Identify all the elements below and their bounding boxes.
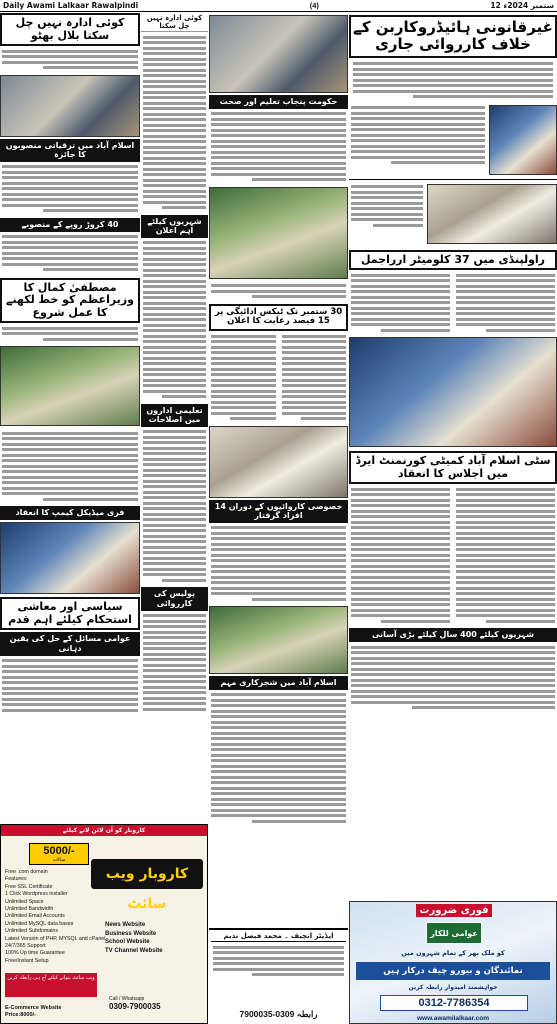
article-body: [209, 690, 348, 827]
section-headline: 30 ستمبر تک ٹیکس ادائیگی پر 15 فیصد رعایت کا اعلان: [209, 304, 348, 332]
ad-feature-list: [5, 869, 105, 965]
news-photo: [0, 522, 140, 594]
article-body: [454, 270, 557, 335]
news-photo: [349, 337, 557, 447]
ad-phone-label: Call / Whatsapp: [109, 996, 145, 1002]
section-headline: کوئی ادارہ نہیں چل سکتا: [141, 13, 208, 32]
article-body: [349, 182, 425, 246]
article-body: [141, 32, 208, 213]
article-body: [211, 942, 346, 980]
ad-feature: Free .com domain: [5, 869, 48, 875]
news-bar: اسلام آباد میں شجرکاری مہم: [209, 676, 348, 690]
news-photo: [0, 346, 140, 426]
ad-services-list: [105, 921, 163, 956]
ad-title: کاروبار ویب سائٹ: [91, 859, 203, 889]
news-bar: فری میڈیکل کیمپ کا انعقاد: [0, 506, 140, 520]
website-ad: [0, 824, 208, 1024]
ad-price: 5000/-: [43, 845, 75, 857]
article-body: [454, 484, 557, 626]
article-body: [141, 238, 208, 402]
news-bar: 40 کروڑ روپے کے منصوبے: [0, 218, 140, 232]
ad-website-link[interactable]: www.awamilalkaar.com: [416, 1015, 490, 1022]
ad-feature: Unlimited MySQL data bases: [5, 920, 74, 927]
news-bar: شہریوں کیلئے اہم اعلان: [141, 215, 208, 238]
third-headline: سٹی اسلام آباد کمیٹی کورنمنٹ ایرڈ میں اجلاس کا انعقاد: [349, 451, 557, 484]
article-body: [141, 427, 208, 586]
ad-feature: Free SSL Certificate: [5, 883, 53, 890]
editor-box: [209, 928, 348, 1024]
article-body: [209, 523, 348, 605]
ad-feature: 1 Click Wordpress installer: [5, 891, 68, 898]
ad-line: خواہشمند امیدوار رابطہ کریں: [408, 984, 498, 991]
ad-feature: Latest Version of PHP, MYSQL and cPanel: [5, 935, 106, 942]
article-body: [280, 331, 349, 424]
ad-feature: Unlimited Space: [5, 898, 44, 905]
ad-highlight: نمائندگان و بیورو چیف درکار ہیں: [356, 962, 550, 980]
column-center-left: [141, 13, 208, 713]
editor-heading: ایڈیٹر انچیف ۔ محمد فیصل ندیم: [211, 932, 346, 942]
editor-phone-line: [213, 1009, 344, 1020]
news-photo: [209, 426, 348, 498]
column-left: [0, 13, 140, 713]
column-center-right: [209, 13, 348, 928]
ad-feature: Unlimited Subdomains: [5, 928, 58, 935]
article-body: [209, 109, 348, 185]
article-body: [349, 642, 557, 713]
ad-feature: Features:: [5, 876, 28, 883]
ad-phone: 0309-7900035: [109, 1002, 161, 1011]
editor-phone-label: رابطہ: [296, 1009, 318, 1019]
lead-headline: غیرقانونی ہائیڈروکاربن کے خلاف کارروائی جاری: [349, 15, 557, 58]
article-body: [349, 58, 557, 103]
news-photo: [209, 187, 348, 279]
second-headline: راولپنڈی میں 37 کلومیٹر ارراجمل: [349, 250, 557, 271]
news-photo: [209, 15, 348, 93]
ad-feature: Unlimited Email Accounts: [5, 913, 65, 920]
third-headline: سیاسی اور معاشی استحکام کیلئے اہم قدم: [0, 597, 140, 630]
article-body: [349, 103, 487, 177]
ad-top-banner: کاروبار کو آن لائن لانے کیلئے: [1, 825, 207, 836]
news-bar: خصوصی کاروائیوں کے دوران 14 افراد گرفتار: [209, 500, 348, 523]
ad-feature: 24/7/365 Support: [5, 943, 46, 950]
ad-feature: 100% Up time Guarantee: [5, 950, 65, 957]
article-body: [141, 611, 208, 713]
recruitment-ad: [349, 901, 557, 1024]
news-photo: [427, 184, 557, 244]
news-photo: [489, 105, 557, 175]
news-bar: حکومت پنجاب تعلیم اور صحت: [209, 95, 348, 109]
article-body: [0, 232, 140, 275]
ad-price-badge: [29, 843, 89, 865]
ad-service: News Website: [105, 922, 146, 928]
ad-urgent-banner: فوری ضرورت: [416, 904, 492, 917]
issue-date: 12 ستمبر 2024ء: [490, 1, 554, 10]
article-body: [349, 484, 452, 626]
news-bar: عوامی مسائل کے حل کی یقین دہانی: [0, 632, 140, 655]
article-body: [0, 656, 140, 713]
article-body: [209, 331, 278, 424]
news-bar: شہریوں کیلئے 400 سال کیلئے بڑی آسانی: [349, 628, 557, 642]
news-bar: پولیس کی کارروائی: [141, 587, 208, 610]
ad-feature: Unlimited Bandwidth: [5, 906, 54, 913]
ad-phone-block: [109, 996, 161, 1011]
ad-ecommerce-label: E-Commerce Website: [5, 1005, 62, 1011]
article-body: [0, 323, 140, 344]
ad-ecommerce-price: Price:8000/-: [5, 1012, 36, 1019]
ad-line: کو ملک بھر کے تمام شہروں میں: [401, 949, 505, 957]
second-headline: مصطفیٰ کمال کا وزیراعظم کو خط لکھنے کا عمل شروع: [0, 278, 140, 324]
news-photo: [209, 606, 348, 674]
article-body: [209, 281, 348, 302]
news-bar: اسلام آباد میں ترقیاتی منصوبوں کا جائزہ: [0, 139, 140, 162]
ad-phone: 0312-7786354: [380, 995, 528, 1011]
page-number: (4): [309, 1, 319, 10]
ad-service: TV Channel Website: [105, 948, 163, 955]
article-body: [0, 428, 140, 504]
column-right: [349, 13, 557, 901]
paper-name: Daily Awami Lalkaar Rawalpindi: [3, 1, 139, 10]
ad-ecommerce: [5, 1005, 61, 1019]
article-body: [349, 270, 452, 335]
lead-headline: کوئی ادارہ نہیں چل سکتا بلال بھٹو: [0, 13, 140, 46]
ad-stripe: ویب سائٹ بنوانے کیلئے آج ہی رابطہ کریں: [5, 973, 97, 997]
ad-feature: Free/Instant Setup: [5, 957, 49, 964]
article-body: [0, 46, 140, 73]
news-bar: تعلیمی اداروں میں اصلاحات: [141, 404, 208, 427]
article-body: [0, 162, 140, 216]
ad-service: School Website: [105, 939, 150, 946]
ad-service: Business Website: [105, 930, 157, 937]
ad-price-note: سالانہ: [52, 857, 66, 863]
newspaper-logo: عوامی للکار: [426, 922, 482, 944]
news-photo: [0, 75, 140, 137]
editor-phone: 0309-7900035: [239, 1009, 295, 1019]
masthead: [0, 0, 557, 12]
